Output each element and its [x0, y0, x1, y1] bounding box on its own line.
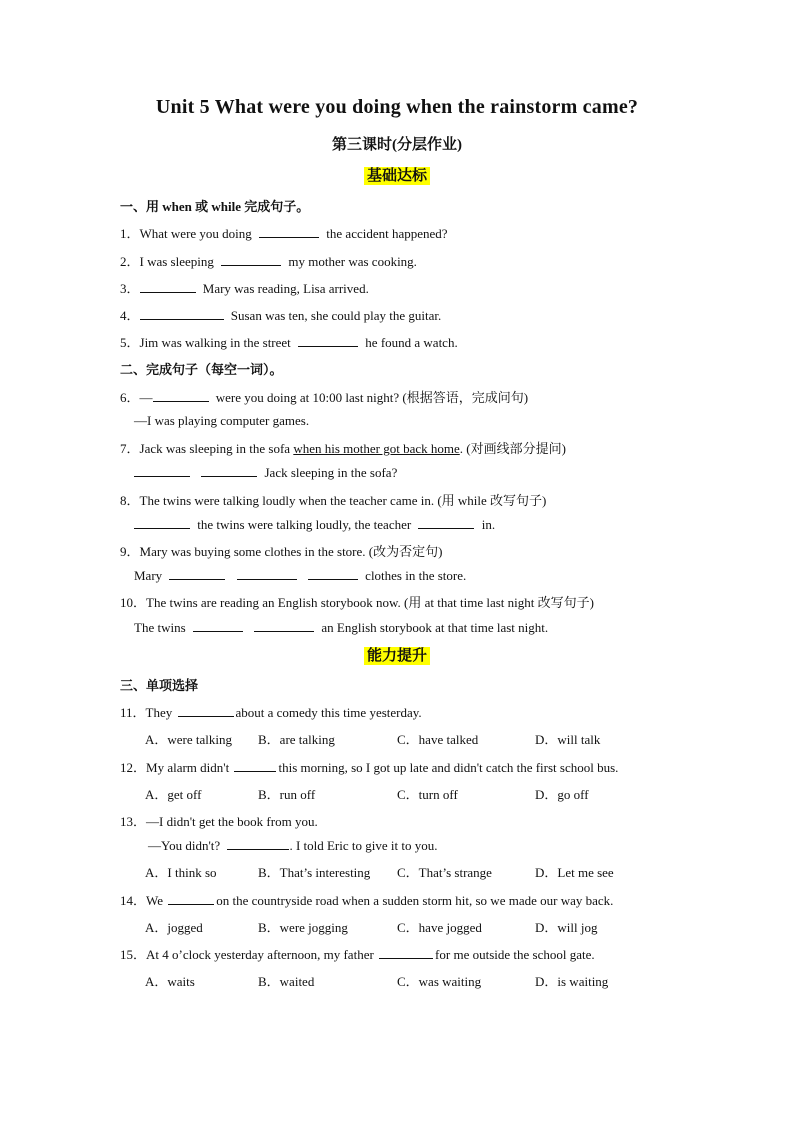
question-2: 2．I was sleeping my mother was cooking.: [120, 254, 417, 269]
answer-blank[interactable]: [201, 464, 257, 477]
option-d[interactable]: D．will jog: [535, 920, 598, 935]
question-4: 4． Susan was ten, she could play the guitar.: [120, 308, 442, 323]
section-basic-heading: [0, 164, 794, 185]
option-a[interactable]: A．I think so: [145, 865, 217, 880]
answer-blank[interactable]: [193, 619, 243, 632]
option-b[interactable]: B．run off: [258, 787, 316, 802]
answer-blank[interactable]: [168, 892, 214, 905]
option-a[interactable]: A．get off: [145, 787, 202, 802]
option-b[interactable]: B．That’s interesting: [258, 865, 371, 880]
answer-blank[interactable]: [134, 464, 190, 477]
answer-blank[interactable]: [418, 516, 474, 529]
question-3: 3． Mary was reading, Lisa arrived.: [120, 281, 369, 296]
option-c[interactable]: C．was waiting: [397, 974, 482, 989]
answer-blank[interactable]: [221, 253, 281, 266]
option-a[interactable]: A．jogged: [145, 920, 203, 935]
question-10: 10．The twins are reading an English storybook now. (用 at that time last night 改写句子): [120, 595, 594, 610]
question-6: 6．— were you doing at 10:00 last night? (根据答语，完成问句): [120, 390, 529, 405]
answer-blank[interactable]: [153, 389, 209, 402]
option-c[interactable]: C．have talked: [397, 732, 479, 747]
answer-blank[interactable]: [237, 567, 297, 580]
question-8-answer-line: the twins were talking loudly, the teacher in.: [134, 516, 495, 533]
option-b[interactable]: B．waited: [258, 974, 315, 989]
answer-blank[interactable]: [259, 225, 319, 238]
question-7-answer-line: Jack sleeping in the sofa?: [134, 464, 397, 481]
answer-blank[interactable]: [298, 334, 358, 347]
option-c[interactable]: C．turn off: [397, 787, 458, 802]
option-b[interactable]: B．are talking: [258, 732, 335, 747]
option-c[interactable]: C．That’s strange: [397, 865, 492, 880]
option-c[interactable]: C．have jogged: [397, 920, 482, 935]
question-5: 5．Jim was walking in the street he found a watch.: [120, 335, 458, 350]
answer-blank[interactable]: [140, 307, 224, 320]
question-8: 8．The twins were talking loudly when the teacher came in. (用 while 改写句子): [120, 493, 547, 508]
option-a[interactable]: A．waits: [145, 974, 195, 989]
answer-blank[interactable]: [134, 516, 190, 529]
answer-blank[interactable]: [140, 280, 196, 293]
question-9: 9．Mary was buying some clothes in the store. (改为否定句): [120, 544, 443, 559]
answer-blank[interactable]: [227, 837, 289, 850]
question-15: 15．At 4 o’clock yesterday afternoon, my father for me outside the school gate.: [120, 947, 595, 962]
question-7: 7．Jack was sleeping in the sofa when his mother got back home. (对画线部分提问): [120, 441, 566, 456]
answer-blank[interactable]: [169, 567, 225, 580]
option-a[interactable]: A．were talking: [145, 732, 233, 747]
section-ability-heading: [0, 644, 794, 665]
part3-heading: 三、单项选择: [120, 678, 199, 693]
question-11: 11．They about a comedy this time yesterday.: [120, 705, 422, 720]
answer-blank[interactable]: [308, 567, 358, 580]
question-1: 1．What were you doing the accident happened?: [120, 226, 448, 241]
question-12: 12．My alarm didn't this morning, so I got up late and didn't catch the first school bus.: [120, 760, 619, 775]
lesson-subtitle: 第三课时(分层作业): [332, 137, 462, 153]
answer-blank[interactable]: [254, 619, 314, 632]
page-title: Unit 5 What were you doing when the rainstorm came?: [155, 96, 639, 118]
part1-heading: 一、用 when 或 while 完成句子。: [120, 199, 310, 214]
underlined-phrase: when his mother got back home: [293, 441, 460, 456]
option-d[interactable]: D．go off: [535, 787, 589, 802]
question-6-answer: —I was playing computer games.: [134, 413, 310, 428]
answer-blank[interactable]: [379, 946, 433, 959]
answer-blank[interactable]: [178, 704, 234, 717]
option-d[interactable]: D．will talk: [535, 732, 601, 747]
section-ability-label: 能力提升: [364, 647, 430, 665]
question-13: 13．—I didn't get the book from you.: [120, 814, 318, 829]
option-b[interactable]: B．were jogging: [258, 920, 348, 935]
option-d[interactable]: D．Let me see: [535, 865, 614, 880]
question-13-reply: —You didn't? . I told Eric to give it to you.: [148, 838, 438, 853]
section-basic-label: 基础达标: [364, 167, 430, 185]
answer-blank[interactable]: [234, 759, 276, 772]
option-d[interactable]: D．is waiting: [535, 974, 609, 989]
question-10-answer-line: The twins an English storybook at that time last night.: [134, 620, 549, 635]
part2-heading: 二、完成句子（每空一词）。: [120, 362, 283, 377]
question-14: 14．We on the countryside road when a sudden storm hit, so we made our way back.: [120, 893, 614, 908]
question-9-answer-line: Mary clothes in the store.: [134, 568, 467, 583]
